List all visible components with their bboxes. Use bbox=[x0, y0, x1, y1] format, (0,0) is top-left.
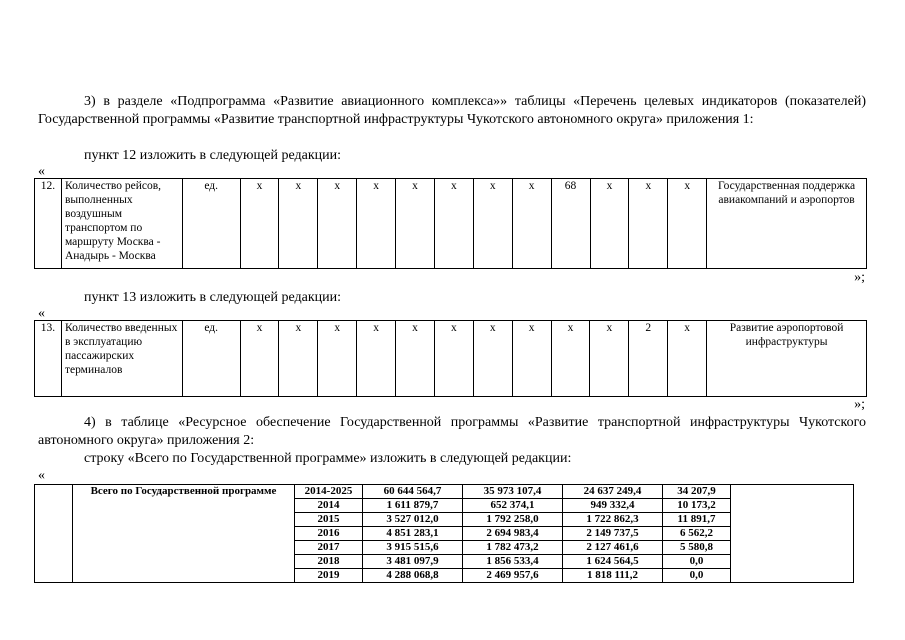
resources-value: 0,0 bbox=[663, 555, 731, 569]
resources-value: 2 694 983,4 bbox=[463, 527, 563, 541]
resources-value: 11 891,7 bbox=[663, 513, 731, 527]
resources-value: 1 818 111,2 bbox=[563, 569, 663, 583]
row12-value: х bbox=[279, 179, 318, 269]
resources-period: 2019 bbox=[295, 569, 363, 583]
row13-value: х bbox=[434, 321, 473, 397]
row12-value: х bbox=[396, 179, 435, 269]
item12-heading: пункт 12 изложить в следующей редакции: bbox=[84, 148, 341, 163]
resources-value: 949 332,4 bbox=[563, 499, 663, 513]
resources-total: 4 851 283,1 bbox=[363, 527, 463, 541]
row13-name: Количество введенных в эксплуатацию пассажирских терминалов bbox=[61, 321, 182, 397]
row13-note: Развитие аэропортовой инфраструктуры bbox=[707, 321, 867, 397]
row13-value: х bbox=[240, 321, 279, 397]
resources-value: 1 624 564,5 bbox=[563, 555, 663, 569]
resources-empty-cell bbox=[731, 485, 854, 583]
open-quote-resources: « bbox=[38, 468, 45, 483]
resources-total: 3 481 097,9 bbox=[363, 555, 463, 569]
paragraph-3: 3) в разделе «Подпрограмма «Развитие авиационного комплекса»» таблицы «Перечень целевых индикаторов (показателей) Государственной программы «Развитие транспортной инфраструктуры Чукотского автономного округа» приложения 1: bbox=[38, 94, 866, 127]
resources-total: 3 527 012,0 bbox=[363, 513, 463, 527]
resources-value: 2 469 957,6 bbox=[463, 569, 563, 583]
row13-value: х bbox=[512, 321, 551, 397]
resources-value: 0,0 bbox=[663, 569, 731, 583]
row-total-heading: строку «Всего по Государственной программе» изложить в следующей редакции: bbox=[84, 451, 572, 466]
row13-value: х bbox=[396, 321, 435, 397]
table-row bbox=[35, 321, 867, 397]
resources-value: 1 856 533,4 bbox=[463, 555, 563, 569]
resources-total: 1 611 879,7 bbox=[363, 499, 463, 513]
row12-value: х bbox=[590, 179, 629, 269]
row12-num: 12. bbox=[35, 179, 62, 269]
row13-num: 13. bbox=[35, 321, 62, 397]
resources-value: 6 562,2 bbox=[663, 527, 731, 541]
row13-value: х bbox=[551, 321, 590, 397]
row12-value: х bbox=[629, 179, 668, 269]
resources-empty-cell bbox=[35, 485, 73, 583]
resources-value: 5 580,8 bbox=[663, 541, 731, 555]
close-quote-13: »; bbox=[854, 397, 865, 412]
row13-value: х bbox=[279, 321, 318, 397]
resources-period: 2018 bbox=[295, 555, 363, 569]
resources-value: 24 637 249,4 bbox=[563, 485, 663, 499]
resources-total: 60 644 564,7 bbox=[363, 485, 463, 499]
resources-value: 34 207,9 bbox=[663, 485, 731, 499]
row13-value: х bbox=[357, 321, 396, 397]
indicator-table-row-13 bbox=[34, 320, 867, 397]
resources-value: 1 722 862,3 bbox=[563, 513, 663, 527]
resources-table bbox=[34, 484, 854, 583]
close-quote-12: »; bbox=[854, 270, 865, 285]
row12-value: х bbox=[434, 179, 473, 269]
row12-note: Государственная поддержка авиакомпаний и аэропортов bbox=[707, 179, 867, 269]
row12-value: х bbox=[512, 179, 551, 269]
row13-value: х bbox=[473, 321, 512, 397]
resources-total: 4 288 068,8 bbox=[363, 569, 463, 583]
table-row bbox=[35, 179, 867, 269]
item13-heading: пункт 13 изложить в следующей редакции: bbox=[84, 290, 341, 305]
row12-value: 68 bbox=[551, 179, 590, 269]
resources-period: 2017 bbox=[295, 541, 363, 555]
row12-value: х bbox=[240, 179, 279, 269]
resources-total: 3 915 515,6 bbox=[363, 541, 463, 555]
resources-period: 2014 bbox=[295, 499, 363, 513]
row12-name: Количество рейсов, выполненных воздушным транспортом по маршруту Москва - Анадырь - Москва bbox=[61, 179, 182, 269]
resources-value: 652 374,1 bbox=[463, 499, 563, 513]
resources-value: 10 173,2 bbox=[663, 499, 731, 513]
resources-period: 2014-2025 bbox=[295, 485, 363, 499]
row12-value: х bbox=[357, 179, 396, 269]
resources-label: Всего по Государственной программе bbox=[73, 485, 295, 583]
row12-value: х bbox=[318, 179, 357, 269]
row13-value: х bbox=[590, 321, 629, 397]
resources-period: 2015 bbox=[295, 513, 363, 527]
table-row bbox=[35, 485, 854, 499]
row13-unit: ед. bbox=[182, 321, 240, 397]
row13-value: х bbox=[318, 321, 357, 397]
resources-value: 1 782 473,2 bbox=[463, 541, 563, 555]
open-quote-13: « bbox=[38, 306, 45, 321]
resources-value: 35 973 107,4 bbox=[463, 485, 563, 499]
paragraph-4: 4) в таблице «Ресурсное обеспечение Государственной программы «Развитие транспортной инфраструктуры Чукотского автономного округа» приложения 2: bbox=[38, 415, 866, 448]
indicator-table-row-12 bbox=[34, 178, 867, 269]
row13-value: х bbox=[668, 321, 707, 397]
resources-period: 2016 bbox=[295, 527, 363, 541]
open-quote-12: « bbox=[38, 164, 45, 179]
resources-value: 2 149 737,5 bbox=[563, 527, 663, 541]
row12-unit: ед. bbox=[182, 179, 240, 269]
row12-value: х bbox=[473, 179, 512, 269]
row13-value: 2 bbox=[629, 321, 668, 397]
resources-value: 2 127 461,6 bbox=[563, 541, 663, 555]
row12-value: х bbox=[668, 179, 707, 269]
resources-value: 1 792 258,0 bbox=[463, 513, 563, 527]
